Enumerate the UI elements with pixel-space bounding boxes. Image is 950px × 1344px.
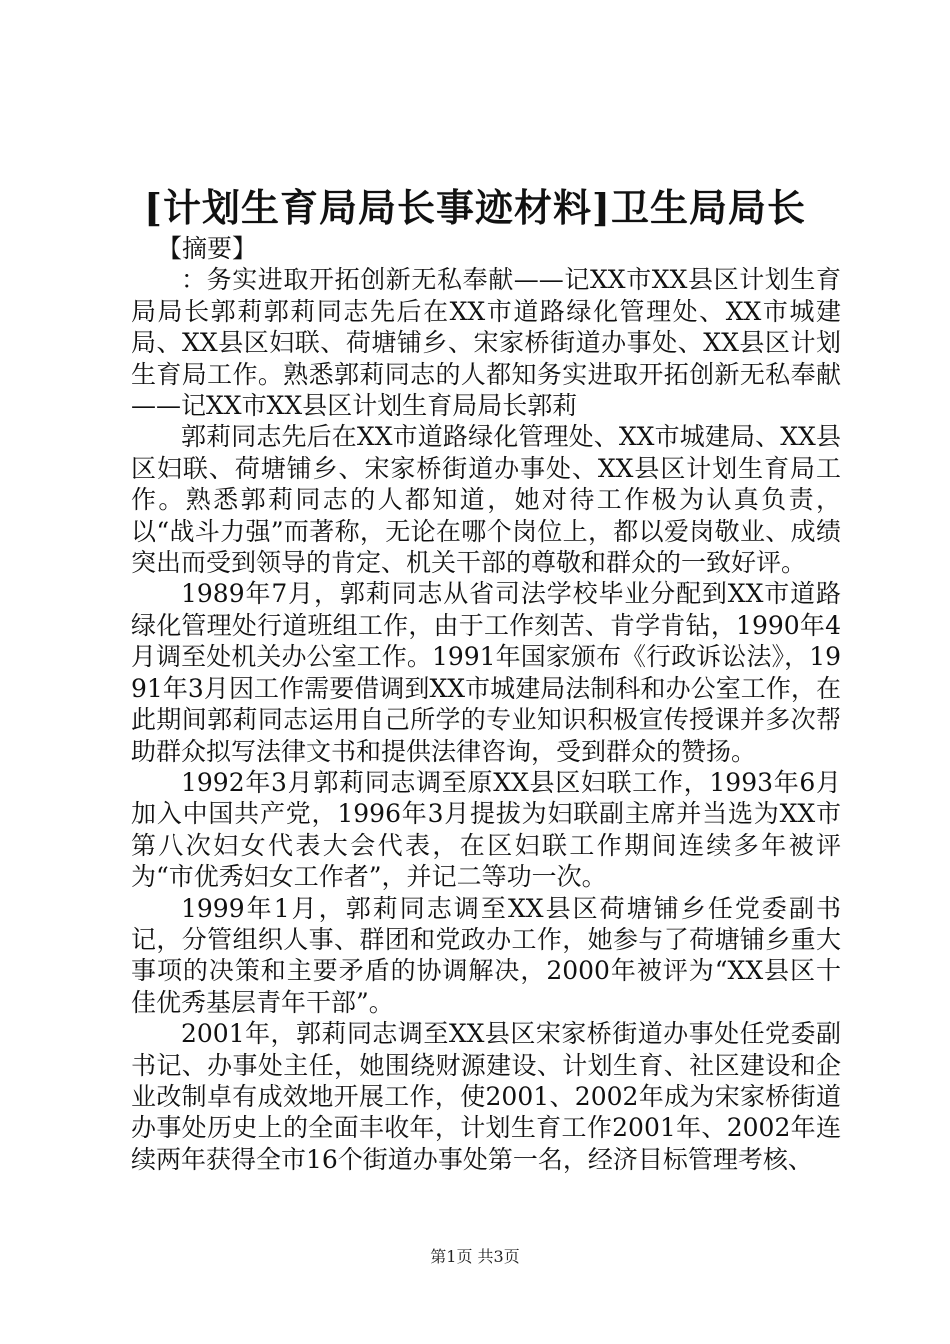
document-title: [计划生育局局长事迹材料]卫生局局长 — [144, 185, 806, 230]
paragraph: 1999年1月，郭莉同志调至XX县区荷塘铺乡任党委副书记，分管组织人事、群团和党政办工作，她参与了荷塘铺乡重大事项的决策和主要矛盾的协调解决，2000年被评为“XX县区十佳优秀基层青年干部”。 — [131, 893, 841, 1017]
page-number-footer: 第1页 共3页 — [430, 1247, 520, 1266]
abstract-label: 【摘要】 — [157, 234, 258, 263]
paragraph: 2001年，郭莉同志调至XX县区宋家桥街道办事处任党委副书记、办事处主任，她围绕财源建设、计划生育、社区建设和企业改制卓有成效地开展工作，使2001、2002年成为宋家桥街道办事处历史上的全面丰收年，计划生育工作2001年、2002年连续两年获得全市16个街道办事处第一名，经济目标管理考核、 — [131, 1019, 841, 1174]
paragraph: 郭莉同志先后在XX市道路绿化管理处、XX市城建局、XX县区妇联、荷塘铺乡、宋家桥街道办事处、XX县区计划生育局工作。熟悉郭莉同志的人都知道，她对待工作极为认真负责，以“战斗力强”而著称，无论在哪个岗位上，都以爱岗敬业、成绩突出而受到领导的肯定、机关干部的尊敬和群众的一致好评。 — [131, 422, 841, 578]
document-body — [131, 233, 841, 1175]
paragraph-abstract: ：务实进取开拓创新无私奉献——记XX市XX县区计划生育局局长郭莉郭莉同志先后在XX市道路绿化管理处、XX市城建局、XX县区妇联、荷塘铺乡、宋家桥街道办事处、XX县区计划生育局工作。熟悉郭莉同志的人都知务实进取开拓创新无私奉献——记XX市XX县区计划生育局局长郭莉 — [131, 265, 841, 421]
paragraph: 1992年3月郭莉同志调至原XX县区妇联工作，1993年6月加入中国共产党，1996年3月提拔为妇联副主席并当选为XX市第八次妇女代表大会代表，在区妇联工作期间连续多年被评为“市优秀妇女工作者”，并记二等功一次。 — [131, 767, 841, 892]
paragraph: 1989年7月，郭莉同志从省司法学校毕业分配到XX市道路绿化管理处行道班组工作，由于工作刻苦、肯学肯钻，1990年4月调至处机关办公室工作。1991年国家颁布《行政诉讼法》，1991年3月因工作需要借调到XX市城建局法制科和办公室工作，在此期间郭莉同志运用自己所学的专业知识积极宣传授课并多次帮助群众拟写法律文书和提供法律咨询，受到群众的赞扬。 — [131, 579, 841, 766]
